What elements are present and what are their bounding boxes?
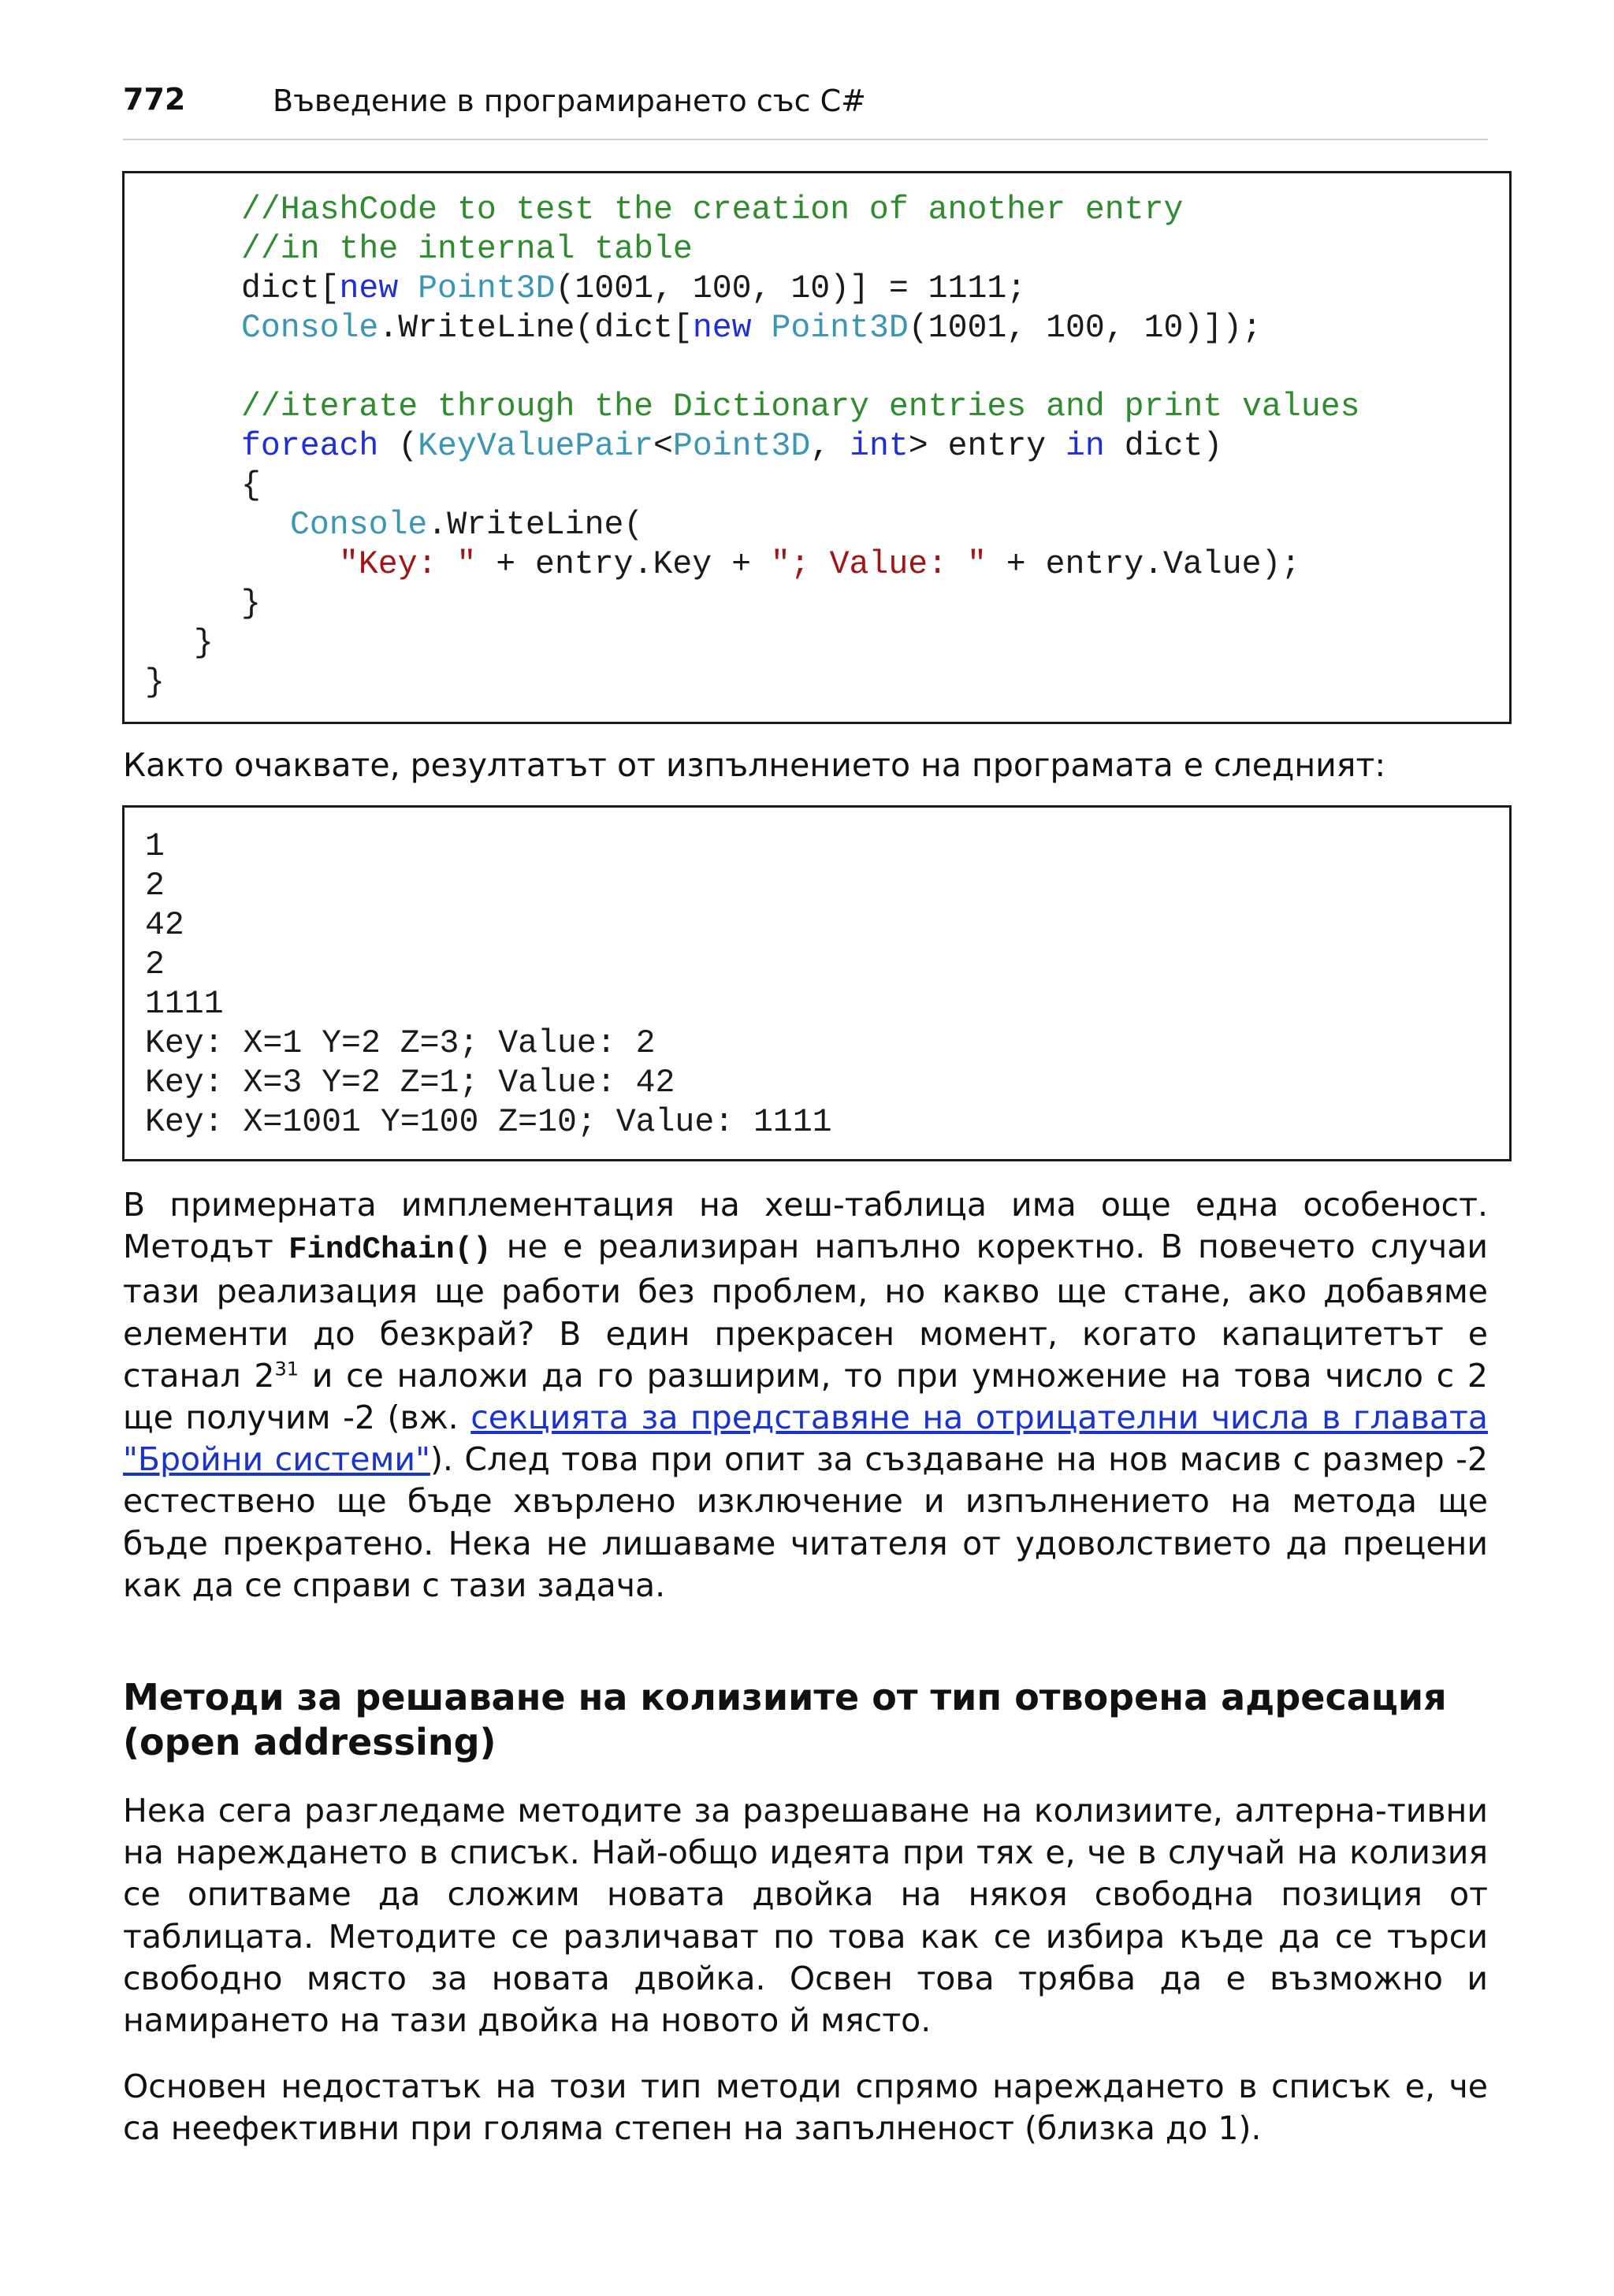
intro-text: Както очаквате, резултатът от изпълнението на програмата е следният: [123, 746, 1386, 784]
inline-code: FindChain() [288, 1232, 492, 1268]
code-token: ( [378, 428, 418, 465]
book-title: Въведение в програмирането със C# [273, 84, 866, 118]
code-listing [122, 171, 1512, 724]
paragraph-disadvantage: Основен недостатък на този тип методи спрямо нареждането в списък е, че са неефективни при голяма степен на запълненост (близка до 1). [123, 2068, 1488, 2148]
code-token: KeyValuePair [418, 428, 654, 465]
code-line: //iterate through the Dictionary entries and print values [241, 388, 1360, 425]
code-token: Point3D [418, 270, 556, 307]
paragraph-text: В примерната имплементация на хеш-таблица има още една особеност. Методът [123, 1186, 1488, 1266]
code-line: //in the internal table [241, 231, 693, 268]
section-heading: Методи за решаване на колизиите от тип отворена адресация (open addressing) [123, 1676, 1447, 1763]
code-token: Console [241, 310, 379, 347]
superscript: 31 [274, 1358, 299, 1380]
paragraph-text: не е реализиран напълно коректно. В повечето случаи тази реализация ще работи без проблем, но какво ще стане, ако добавяме елементи до безкрай? В един прекрасен момент, когато капацитетът е станал 2 [123, 1228, 1488, 1395]
code-token: in [1065, 428, 1105, 465]
code-line [125, 427, 1509, 466]
code-token: new [692, 310, 752, 347]
code-token [752, 310, 772, 347]
code-blank-line [125, 348, 1509, 388]
code-line: } [194, 625, 214, 662]
code-token: + entry.Value); [986, 546, 1301, 583]
code-line [125, 269, 1509, 309]
output-line: 2 [145, 946, 165, 983]
code-line: //HashCode to test the creation of another entry [241, 191, 1184, 228]
code-token: .WriteLine( [427, 507, 644, 544]
code-token: + entry.Key + [476, 546, 771, 583]
code-token: Point3D [672, 428, 811, 465]
output-line: 42 [145, 907, 184, 944]
output-line: 1 [145, 828, 165, 865]
code-token: "; Value: " [770, 546, 987, 583]
code-token: (1001, 100, 10)]); [908, 310, 1263, 347]
page-header [123, 82, 1488, 140]
code-token: foreach [241, 428, 379, 465]
code-token: (1001, 100, 10)] = 1111; [555, 270, 1027, 307]
output-line: Key: X=1 Y=2 Z=3; Value: 2 [145, 1025, 656, 1062]
numeral-systems-link[interactable]: секцията за представяне на отрицателни числа в главата "Бройни системи" [123, 1399, 1489, 1479]
code-token: dict) [1104, 428, 1223, 465]
output-line: 2 [145, 868, 165, 905]
code-token: .WriteLine(dict[ [378, 310, 693, 347]
code-token: new [339, 270, 399, 307]
code-token: dict[ [241, 270, 340, 307]
code-token [398, 270, 418, 307]
code-token: Point3D [771, 310, 909, 347]
paragraph-text: и се наложи да го разширим, то при умножение на това число с 2 ще получим -2 (вж. [123, 1356, 1489, 1437]
paragraph-findchain [123, 1184, 1488, 1607]
code-token: < [653, 428, 673, 465]
code-token: , [810, 428, 850, 465]
code-token: int [850, 428, 909, 465]
code-token: > entry [908, 428, 1066, 465]
output-listing [122, 805, 1512, 1161]
output-line: 1111 [145, 986, 224, 1023]
code-token: "Key: " [339, 546, 477, 583]
page-number: 772 [123, 82, 186, 117]
code-line [125, 506, 1509, 545]
code-line: } [145, 664, 165, 701]
code-token: Console [290, 507, 428, 544]
paragraph-text: ). След това при опит за създаване на нов масив с размер -2 естествено ще бъде хвърлено изключение и изпълнението на метода ще бъде прекратено. Нека не лишаваме читателя от удоволствието да прецени как да се справи с тази задача. [123, 1440, 1489, 1604]
code-line [125, 545, 1509, 585]
code-line: } [241, 585, 261, 622]
output-line: Key: X=3 Y=2 Z=1; Value: 42 [145, 1064, 675, 1102]
output-line: Key: X=1001 Y=100 Z=10; Value: 1111 [145, 1104, 832, 1141]
code-line [125, 309, 1509, 348]
paragraph-open-addressing: Нека сега разгледаме методите за разрешаване на колизиите, алтерна-тивни на нареждането в списък. Най-общо идеята при тях е, че в случай на колизия се опитваме да сложим новата двойка на някоя свободна позиция от таблицата. Методите се различават по това как се избира къде да се търси свободно място за новата двойка. Освен това трябва да е възможно и намирането на тази двойка на новото й място. [123, 1792, 1488, 2040]
code-line: { [241, 467, 261, 504]
